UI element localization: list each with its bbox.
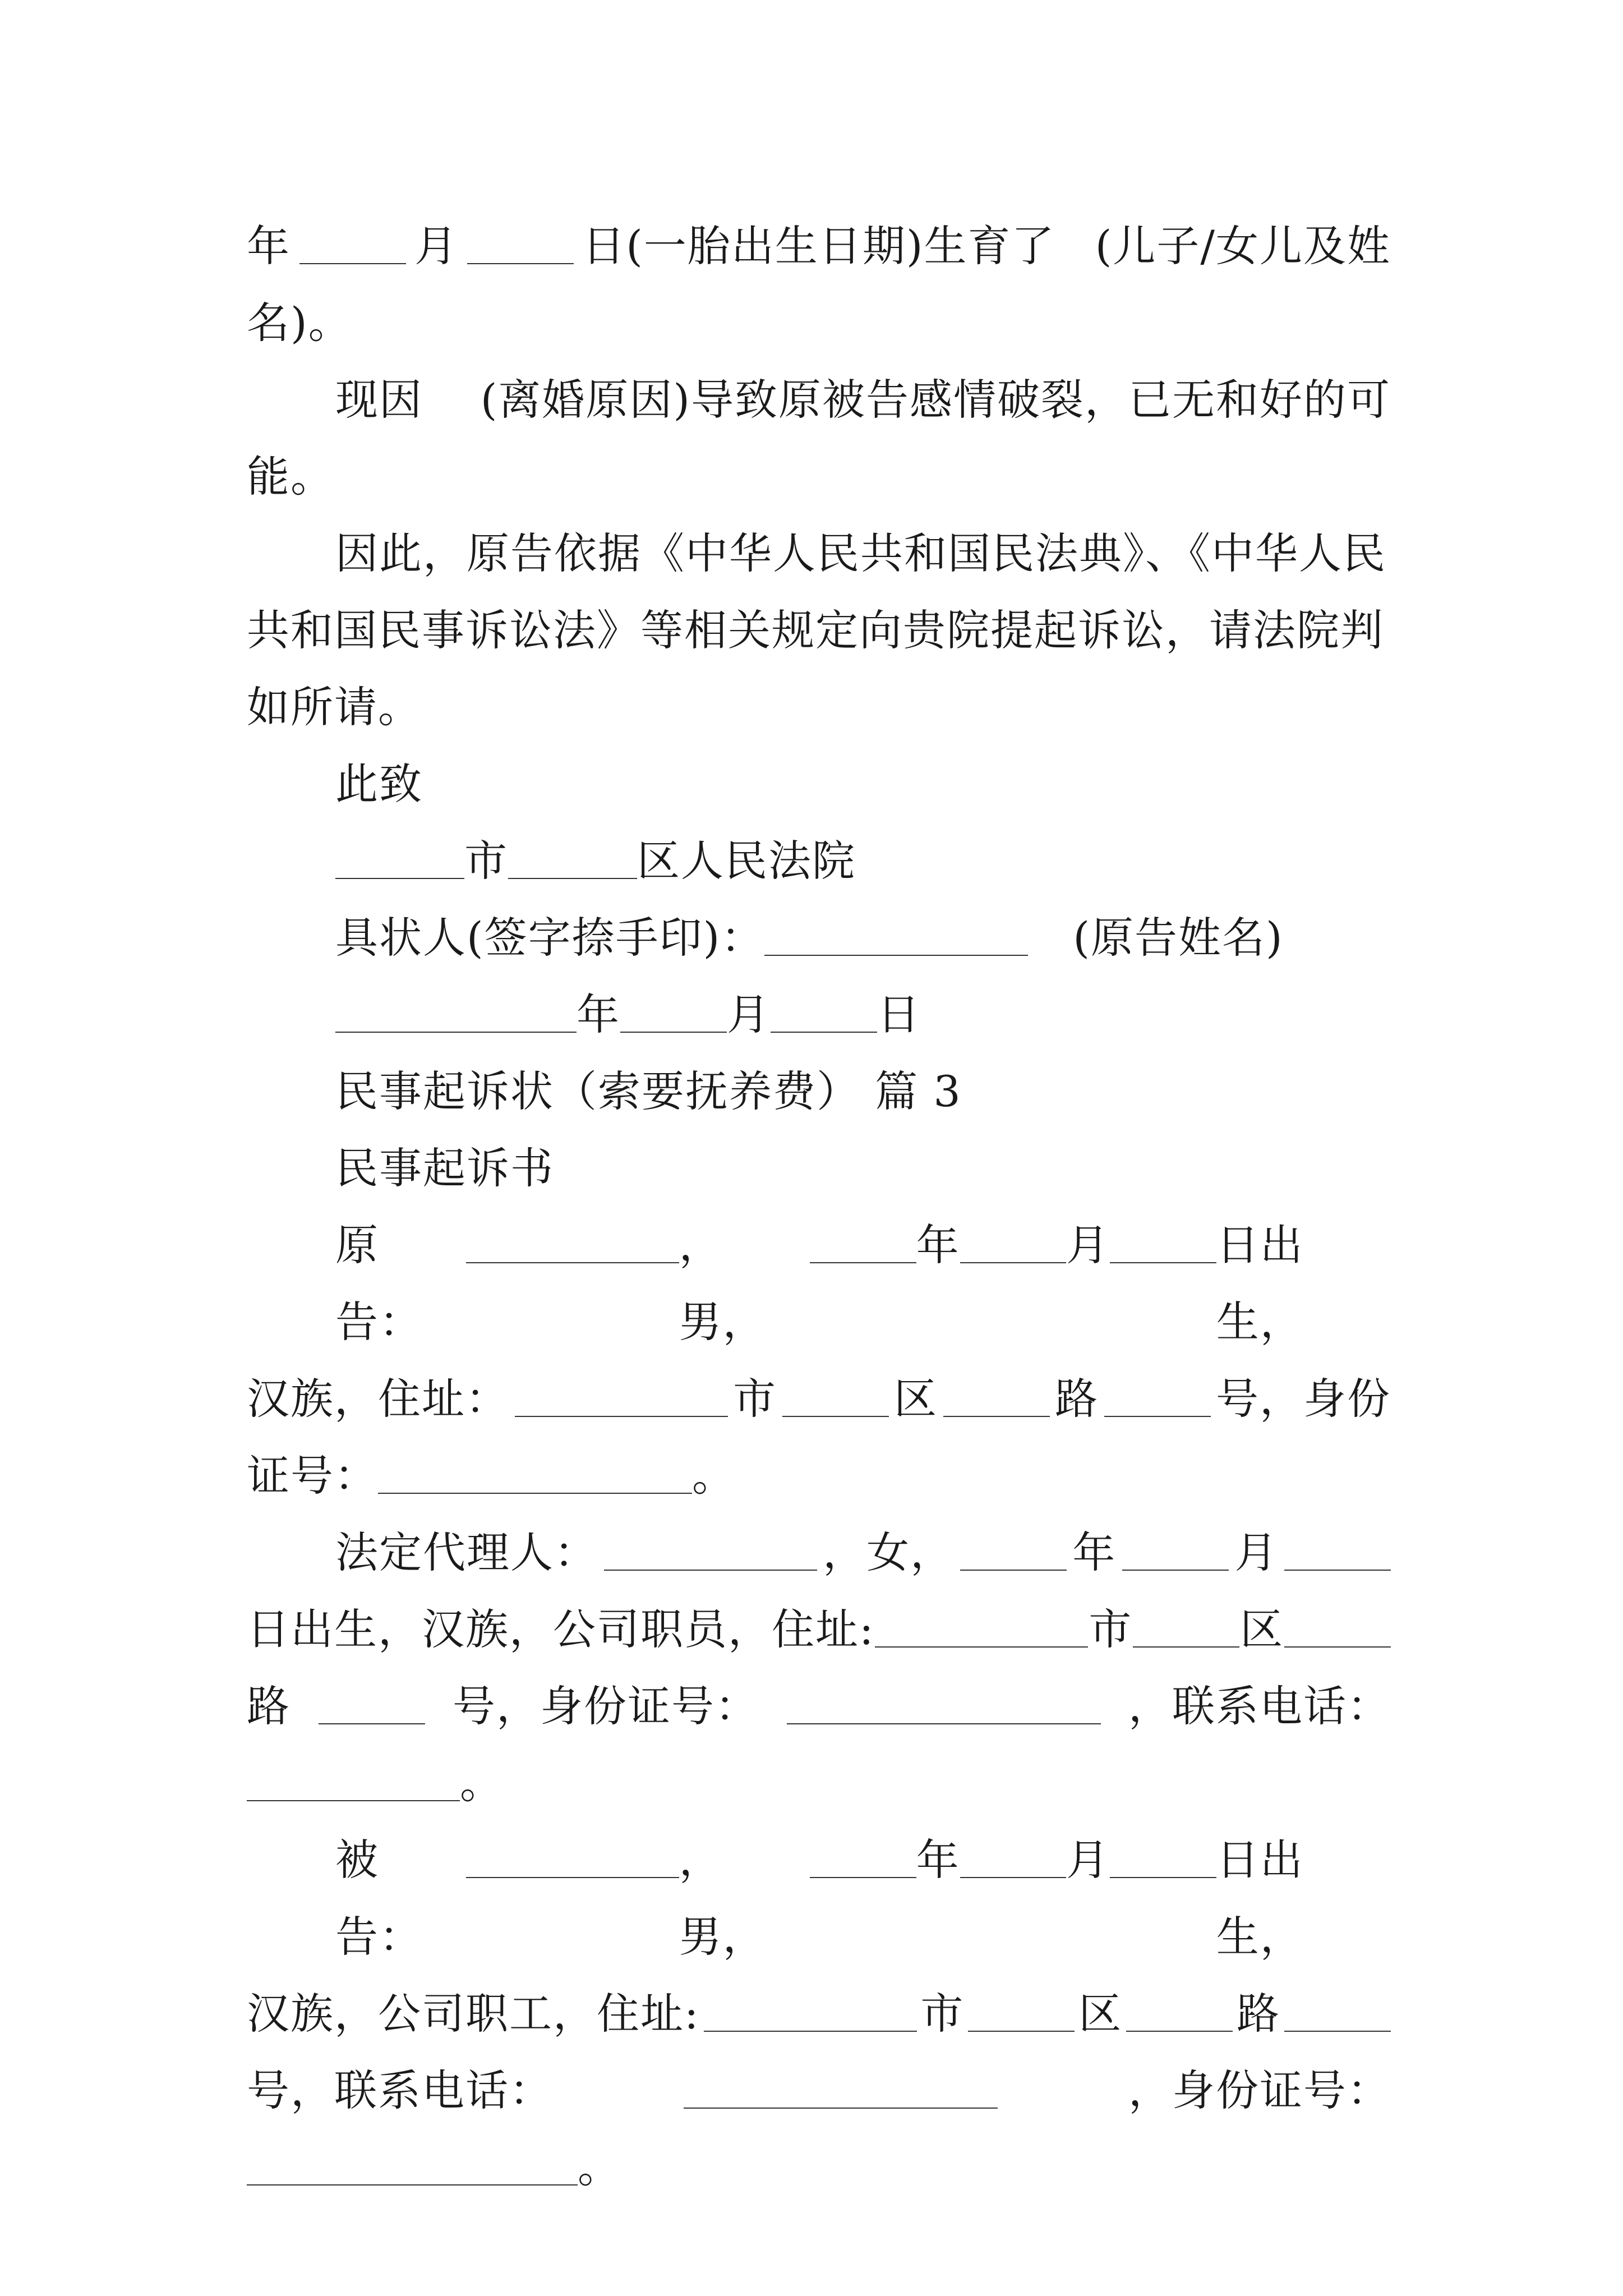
text-city: 市 [1089, 1604, 1133, 1654]
line-birth-2: 名)。 [247, 298, 352, 348]
text-road: 路 [1055, 1374, 1099, 1424]
line-birth-1 [247, 208, 1391, 284]
line-def-1 [247, 1821, 1391, 1975]
text-road: 路 [247, 1681, 291, 1731]
text-month: 月 [1066, 1220, 1110, 1270]
blank-field[interactable] [467, 263, 574, 264]
text-number-phone: 号，联系电话： [247, 2065, 553, 2115]
blank-field[interactable] [875, 1646, 1088, 1648]
text-born: 日出生， [1216, 1835, 1304, 1962]
blank-field[interactable] [466, 1262, 679, 1263]
blank-field[interactable] [810, 1876, 916, 1878]
text-child-name: (儿子/女儿及姓 [1095, 221, 1391, 271]
paragraph-representative [247, 1514, 1391, 1821]
text-birth-date: 日(一胎出生日期)生育了 [582, 221, 1055, 271]
line-plaintiff-1 [247, 1207, 1391, 1360]
blank-field[interactable] [247, 1800, 460, 1801]
blank-field[interactable] [1122, 1569, 1229, 1571]
date-line [247, 976, 1391, 1053]
text-road: 路 [1237, 1989, 1281, 2039]
text-plaintiff-name: (原告姓名) [1073, 913, 1284, 963]
section-title: 民事起诉状（索要抚养费） 篇 3 [335, 1066, 962, 1116]
text-period: 。 [460, 1758, 504, 1808]
paragraph-reason [247, 361, 1391, 515]
text-year: 年 [577, 990, 620, 1039]
text-city: 市 [733, 1374, 777, 1424]
text-therefore-2: 共和国民事诉讼法》等相关规定向贵院提起诉讼，请法院判 [247, 605, 1384, 655]
blank-field[interactable] [1284, 1569, 1391, 1571]
blank-field[interactable] [1104, 1415, 1211, 1417]
text-id-label: ，身份证号： [1128, 2065, 1391, 2115]
blank-field[interactable] [782, 1415, 889, 1417]
line-plaintiff-2 [247, 1360, 1391, 1437]
blank-field[interactable] [604, 1569, 817, 1571]
blank-field[interactable] [299, 263, 406, 264]
blank-field[interactable] [787, 1723, 1101, 1724]
blank-field[interactable] [960, 1876, 1067, 1878]
text-plaintiff-label: 原告： [335, 1220, 423, 1347]
line-therefore-3: 如所请。 [247, 682, 422, 732]
line-rep-3 [247, 1668, 1391, 1745]
paragraph-therefore [247, 515, 1391, 746]
blank-field[interactable] [810, 1262, 916, 1263]
text-city: 市 [920, 1989, 965, 2039]
text-year: 年 [916, 1220, 960, 1270]
paragraph-birth [247, 208, 1391, 361]
line-def-4 [247, 2129, 1391, 2206]
paragraph-plaintiff [247, 1207, 1391, 1514]
text-period: 。 [578, 2142, 621, 2192]
blank-field[interactable] [508, 877, 637, 879]
blank-field[interactable] [1126, 2030, 1233, 2032]
blank-field[interactable] [968, 2030, 1075, 2032]
text-female: ，女， [823, 1527, 955, 1577]
blank-field[interactable] [764, 954, 1028, 956]
text-city: 市 [464, 836, 508, 886]
text-rep-label: 法定代理人： [335, 1527, 598, 1577]
line-def-2 [247, 1975, 1391, 2052]
blank-field[interactable] [771, 1031, 877, 1033]
text-now-because: 现因 [335, 375, 423, 425]
blank-field[interactable] [319, 1723, 425, 1724]
text-therefore-1: 因此，原告依据《中华人民共和国民法典》、《中华人民 [335, 528, 1386, 578]
blank-field[interactable] [1133, 1646, 1239, 1648]
line-therefore-2 [247, 592, 1391, 669]
text-month: 月 [414, 221, 459, 271]
document-page [247, 208, 1391, 2206]
blank-field[interactable] [684, 2107, 998, 2109]
blank-field[interactable] [335, 1031, 577, 1033]
text-district: 区 [894, 1374, 938, 1424]
text-id-label: 证号： [247, 1451, 378, 1501]
line-rep-1 [247, 1514, 1391, 1591]
blank-field[interactable] [335, 877, 464, 879]
paragraph-defendant [247, 1821, 1391, 2206]
line-therefore-1 [247, 515, 1391, 592]
blank-field[interactable] [1110, 1262, 1216, 1263]
text-phone-label: ，联系电话： [1128, 1681, 1391, 1731]
text-day: 日 [877, 990, 921, 1039]
line-reason-1 [247, 361, 1391, 438]
blank-field[interactable] [620, 1031, 727, 1033]
line-reason-2: 能。 [247, 452, 334, 501]
text-period: 。 [692, 1451, 736, 1501]
text-address-label: 汉族，住址： [247, 1374, 509, 1424]
text-rep-address: 日出生，汉族，公司职员，住址: [247, 1604, 875, 1654]
text-month: 月 [727, 990, 771, 1039]
line-rep-4 [247, 1745, 1391, 1821]
text-defendant-label: 被告： [335, 1835, 423, 1962]
text-def-address: 汉族，公司职工，住址: [247, 1989, 700, 2039]
blank-field[interactable] [378, 1492, 692, 1494]
text-month: 月 [1234, 1527, 1279, 1577]
text-signer-label: 具状人(签字捺手印)： [335, 913, 765, 963]
blank-field[interactable] [1110, 1876, 1216, 1878]
text-year: 年 [247, 221, 291, 271]
text-divorce-reason: (离婚原因)导致原被告感情破裂，已无和好的可 [480, 375, 1391, 425]
blank-field[interactable] [466, 1876, 679, 1878]
text-year: 年 [1072, 1527, 1117, 1577]
line-plaintiff-3 [247, 1437, 1391, 1514]
text-number-id: 号，身份 [1216, 1374, 1391, 1424]
salutation: 此致 [335, 759, 423, 809]
text-male: ，男， [679, 1835, 767, 1962]
blank-field[interactable] [1284, 1646, 1391, 1648]
text-court: 区人民法院 [637, 836, 856, 886]
text-male: ，男， [679, 1220, 767, 1347]
court-line [247, 822, 1391, 899]
text-month: 月 [1066, 1835, 1110, 1885]
text-id-label: 号，身份证号： [453, 1681, 759, 1731]
text-district: 区 [1078, 1989, 1123, 2039]
blank-field[interactable] [515, 1415, 728, 1417]
text-born: 日出生， [1216, 1220, 1304, 1347]
blank-field[interactable] [704, 2030, 917, 2032]
blank-field[interactable] [960, 1569, 1067, 1571]
blank-field[interactable] [247, 2184, 578, 2185]
signer-line [247, 899, 1391, 976]
line-def-3 [247, 2052, 1391, 2129]
blank-field[interactable] [960, 1262, 1067, 1263]
document-title: 民事起诉书 [335, 1143, 554, 1193]
text-district: 区 [1240, 1604, 1284, 1654]
blank-field[interactable] [1284, 2030, 1391, 2032]
line-rep-2 [247, 1591, 1391, 1668]
text-year: 年 [916, 1835, 960, 1885]
blank-field[interactable] [943, 1415, 1050, 1417]
